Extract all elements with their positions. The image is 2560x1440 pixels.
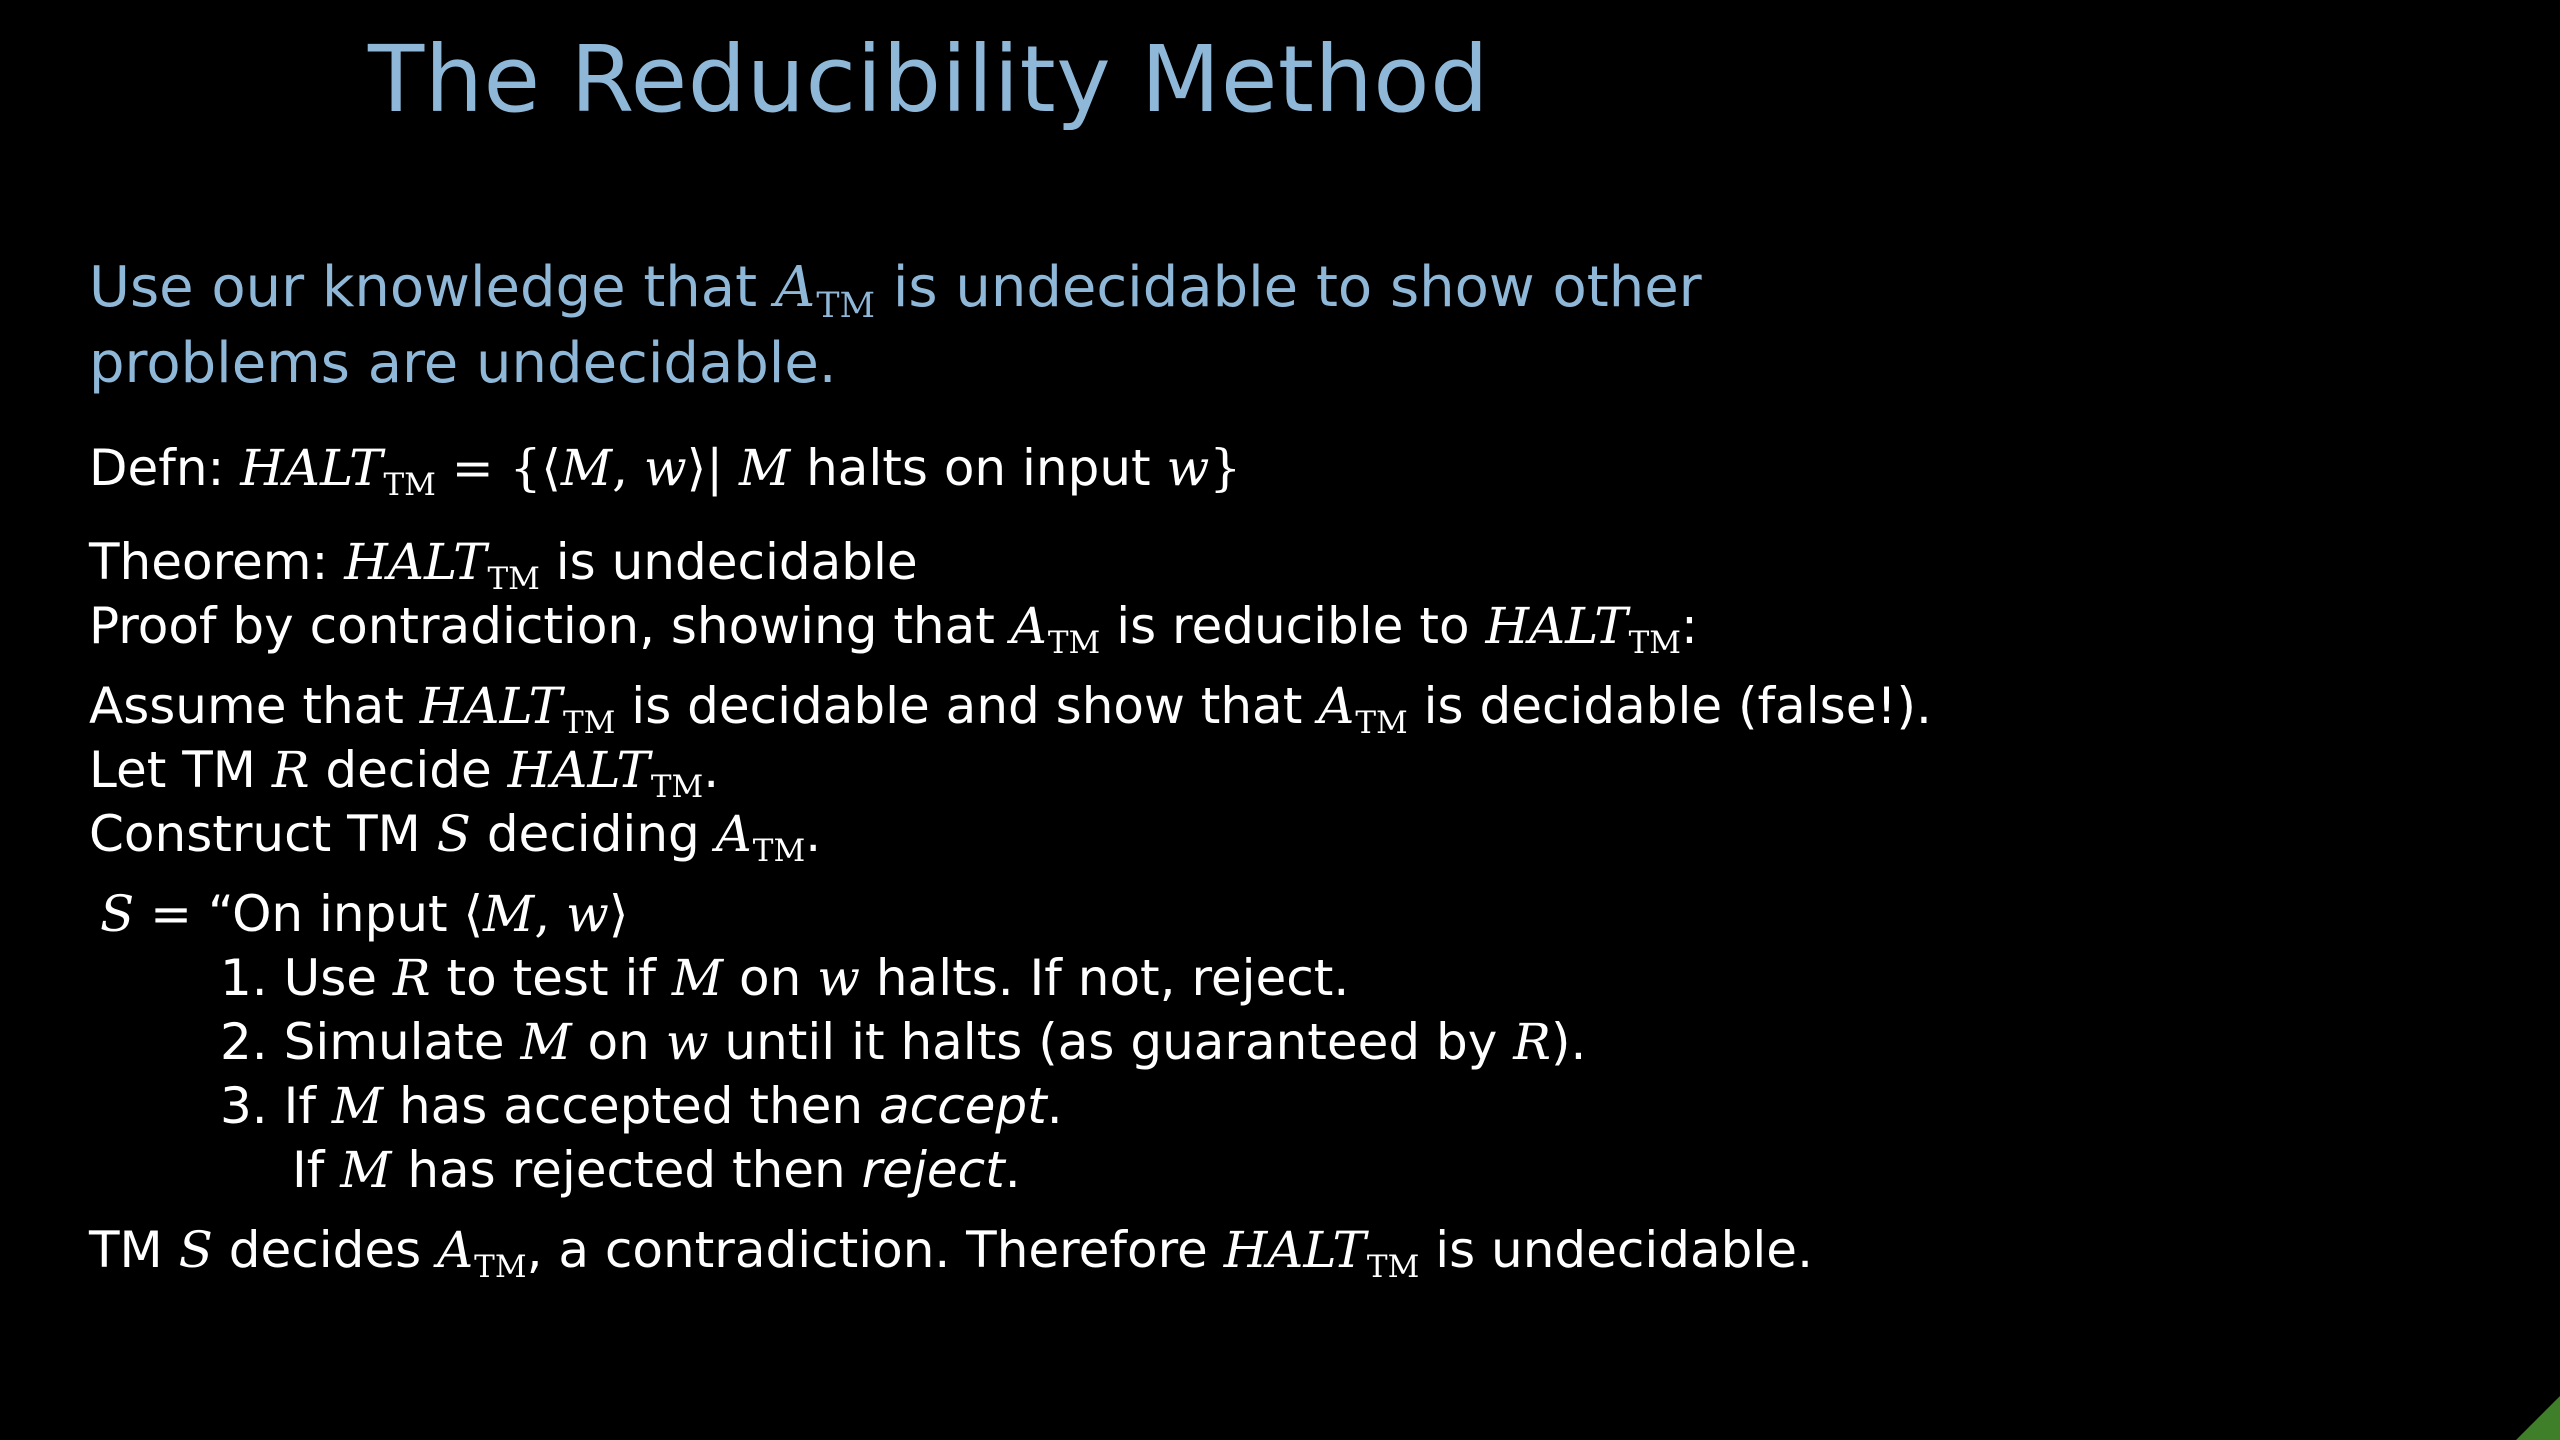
math-a: A <box>715 805 752 863</box>
math-halt: HALT <box>344 533 487 591</box>
intro-line-1 <box>89 250 1702 333</box>
math-w: w <box>817 949 860 1007</box>
conclusion-line <box>89 1218 1813 1289</box>
math-a: A <box>1318 677 1355 735</box>
math-w: w <box>566 885 609 943</box>
math-m: M <box>340 1141 392 1199</box>
step-text: on <box>723 949 818 1007</box>
let-text: decide <box>309 741 508 799</box>
sdef-text: = “On input ⟨ <box>134 885 484 943</box>
step-2 <box>220 1010 1586 1074</box>
construct-line <box>89 802 821 873</box>
theorem-text: is undecidable <box>539 533 918 591</box>
math-sub-tm: TM <box>487 560 540 597</box>
reject-word: reject <box>861 1141 1005 1199</box>
conclusion-text: TM <box>89 1221 179 1279</box>
assume-line <box>89 674 1932 745</box>
math-sub-tm: TM <box>383 466 436 503</box>
math-r: R <box>1513 1013 1551 1071</box>
conclusion-text: decides <box>212 1221 438 1279</box>
intro-text: is undecidable to show other <box>875 255 1702 320</box>
s-definition-line <box>100 882 628 946</box>
intro-text: problems are undecidable. <box>89 331 837 396</box>
math-sub-tm: TM <box>474 1248 527 1285</box>
definition-line <box>89 436 1241 507</box>
intro-line-2 <box>89 326 837 402</box>
math-s: S <box>436 805 471 863</box>
math-symbol: ⟩| <box>686 439 739 497</box>
intro-text: Use our knowledge that <box>89 255 775 320</box>
math-symbol: } <box>1209 439 1242 497</box>
math-w: w <box>1166 439 1210 497</box>
math-symbol: = {⟨ <box>435 439 561 497</box>
math-halt: HALT <box>507 741 650 799</box>
defn-text: halts on input <box>790 439 1167 497</box>
step-3-continued <box>292 1138 1021 1202</box>
assume-text: is decidable (false!). <box>1407 677 1932 735</box>
math-r: R <box>392 949 431 1007</box>
math-a: A <box>437 1221 474 1279</box>
corner-accent-shape <box>2516 1396 2560 1440</box>
theorem-label: Theorem: <box>89 533 345 591</box>
math-m: M <box>560 439 613 497</box>
math-halt: HALT <box>1485 597 1628 655</box>
math-w: w <box>665 1013 709 1071</box>
math-halt: HALT <box>1223 1221 1366 1279</box>
step-number: 1. <box>220 949 284 1007</box>
math-sub-tm: TM <box>562 704 616 741</box>
math-sub-tm: TM <box>1366 1248 1420 1285</box>
construct-text: Construct TM <box>89 805 437 863</box>
step-number: 2. <box>220 1013 284 1071</box>
let-text: Let TM <box>89 741 272 799</box>
step-text: Simulate <box>283 1013 521 1071</box>
proof-text: is reducible to <box>1100 597 1486 655</box>
step-text: halts. If not, reject. <box>859 949 1350 1007</box>
step-text: Use <box>283 949 393 1007</box>
math-halt: HALT <box>240 439 383 497</box>
math-r: R <box>271 741 310 799</box>
proof-line <box>89 594 1698 665</box>
math-m: M <box>738 439 791 497</box>
let-r-line <box>89 738 719 809</box>
conclusion-text: , a contradiction. Therefore <box>526 1221 1224 1279</box>
step-text: ). <box>1550 1013 1587 1071</box>
proof-text: : <box>1681 597 1698 655</box>
math-m: M <box>520 1013 572 1071</box>
math-symbol: , <box>534 885 567 943</box>
math-sub-tm: TM <box>1628 624 1682 661</box>
math-a: A <box>1010 597 1047 655</box>
defn-label: Defn: <box>89 439 241 497</box>
math-a: A <box>774 255 816 320</box>
proof-text: Proof by contradiction, showing that <box>89 597 1011 655</box>
step-text: . <box>1004 1141 1021 1199</box>
math-w: w <box>643 439 687 497</box>
math-sub-tm: TM <box>816 286 876 327</box>
step-text: on <box>571 1013 666 1071</box>
step-text: has rejected then <box>391 1141 862 1199</box>
theorem-line <box>89 530 918 601</box>
slide-title: The Reducibility Method <box>368 26 1489 133</box>
step-text: until it halts (as guaranteed by <box>708 1013 1514 1071</box>
step-3 <box>220 1074 1063 1138</box>
step-text: has accepted then <box>383 1077 879 1135</box>
math-s: S <box>100 885 135 943</box>
construct-text: deciding <box>470 805 716 863</box>
step-text: If <box>292 1141 341 1199</box>
step-text: . <box>1046 1077 1063 1135</box>
let-text: . <box>703 741 720 799</box>
assume-text: Assume that <box>89 677 420 735</box>
math-sub-tm: TM <box>752 832 806 869</box>
math-m: M <box>483 885 535 943</box>
accept-word: accept <box>879 1077 1047 1135</box>
conclusion-text: is undecidable. <box>1419 1221 1813 1279</box>
sdef-text: ⟩ <box>608 885 629 943</box>
math-symbol: , <box>612 439 644 497</box>
math-sub-tm: TM <box>650 768 704 805</box>
math-halt: HALT <box>419 677 562 735</box>
math-sub-tm: TM <box>1355 704 1408 741</box>
math-m: M <box>331 1077 384 1135</box>
step-text: to test if <box>430 949 672 1007</box>
step-number: 3. <box>220 1077 284 1135</box>
math-s: S <box>178 1221 213 1279</box>
math-m: M <box>671 949 724 1007</box>
math-sub-tm: TM <box>1047 624 1101 661</box>
construct-text: . <box>805 805 822 863</box>
step-text: If <box>283 1077 332 1135</box>
assume-text: is decidable and show that <box>615 677 1319 735</box>
step-1 <box>220 946 1349 1010</box>
